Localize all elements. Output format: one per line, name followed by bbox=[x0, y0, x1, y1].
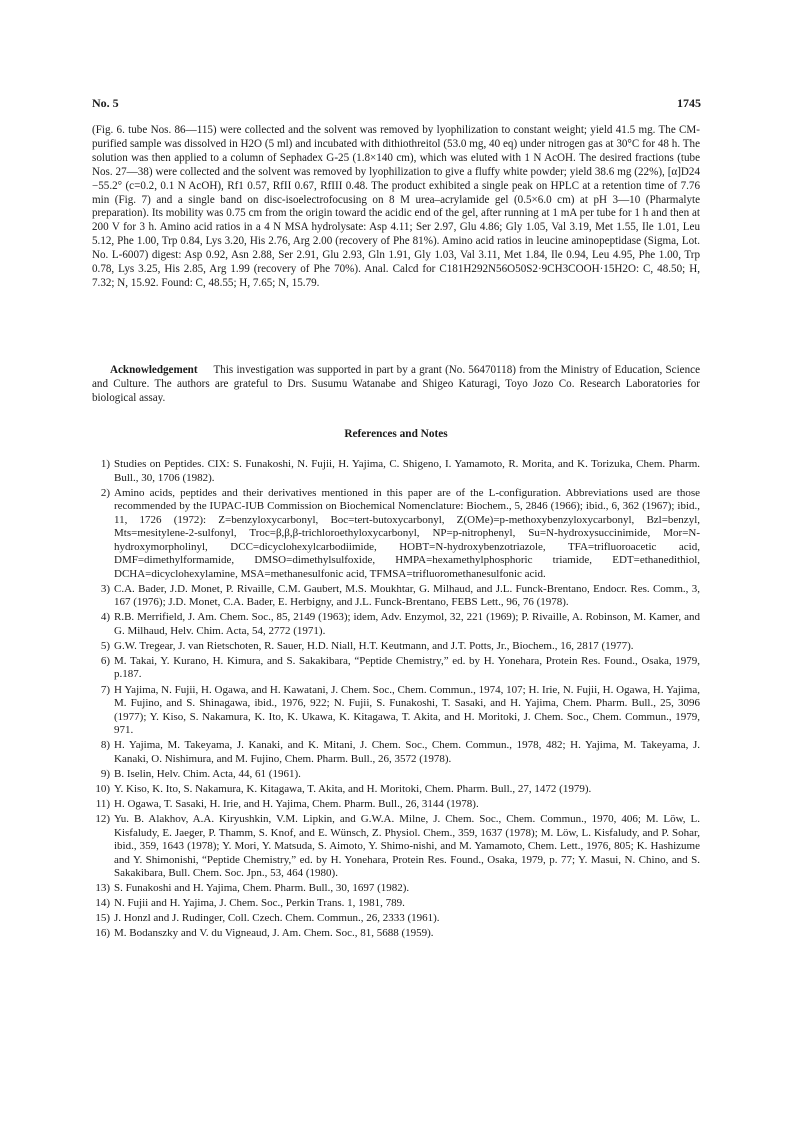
reference-text: S. Funakoshi and H. Yajima, Chem. Pharm. Bull., 30, 1697 (1982). bbox=[114, 882, 410, 895]
issue-number: No. 5 bbox=[92, 96, 119, 110]
reference-item bbox=[92, 927, 700, 941]
reference-text: H Yajima, N. Fujii, H. Ogawa, and H. Kawatani, J. Chem. Soc., Chem. Commun., 1974, 107; H. Irie, N. Fujii, H. Ogawa, H. Yajima, M. Fujino, and S. Shinagawa, ibid., 1976, 922; N. Fujii, S. Funakoshi, T. Sasaki, and H. Yajima, Chem. Pharm. Bull., 25, 3096 (1977); Y. Kiso, S. Nakamura, K. Ito, K. Ukawa, K. Kitagawa, T. Akita, and H. Moritoki, J. Chem. Soc., Chem. Commun., 1979, 971. bbox=[114, 683, 700, 737]
experimental-paragraph: (Fig. 6. tube Nos. 86—115) were collected and the solvent was removed by lyophilization to constant weight; yield 41.5 mg. The CM-purified sample was dissolved in H2O (5 ml) and incubated with dithiothreitol (53.0 mg, 40 eq) under nitrogen gas at 30°C for 48 h. The solution was then applied to a column of Sephadex G-25 (1.8×140 cm), which was eluted with 1 N AcOH. The desired fractions (tube Nos. 27—38) were collected and the solvent was removed by lyophilization to give a fluffy white powder; yield 38.6 mg (22%), [α]D24 −55.2° (c=0.2, 0.1 N AcOH), Rf1 0.57, RfII 0.67, RfIII 0.48. The product exhibited a single peak on HPLC at a retention time of 7.76 min (Fig. 7) and a single band on disc-isoelectrofocusing on 8 M urea–acrylamide gel (0.5×6.0 cm) at pH 3—10 (Pharmalyte preparation). Its mobility was 0.75 cm from the origin toward the acidic end of the gel, after running at 1 mA per tube for 1 h and then at 200 V for 3 h. Amino acid ratios in a 4 N MSA hydrolysate: Asp 4.11; Ser 2.97, Glu 4.86; Gly 1.05, Val 3.19, Met 1.55, Ile 1.01, Leu 5.12, Phe 1.00, Trp 0.84, Lys 3.20, His 2.76, Arg 2.00 (recovery of Phe 81%). Amino acid ratios in leucine aminopeptidase (Sigma, Lot. No. L-6007) digest: Asp 0.92, Asn 2.88, Ser 2.91, Glu 2.93, Gln 1.91, Gly 1.03, Val 3.11, Met 1.84, Ile 0.94, Leu 4.95, Phe 1.00, Trp 0.78, Lys 3.25, His 2.85, Arg 1.99 (recovery of Phe 70%). Anal. Calcd for C181H292N56O50S2·9CH3COOH·15H2O: C, 48.50; H, 7.32; N, 15.92. Found: C, 48.55; H, 7.65; N, 15.79. bbox=[92, 124, 700, 289]
reference-item bbox=[92, 739, 700, 766]
reference-item bbox=[92, 882, 700, 896]
reference-number: 13) bbox=[95, 882, 110, 895]
reference-number: 4) bbox=[100, 611, 110, 624]
reference-number: 10) bbox=[95, 782, 110, 795]
reference-item bbox=[92, 583, 700, 610]
reference-number: 8) bbox=[100, 739, 110, 752]
page-header bbox=[92, 96, 701, 112]
reference-item bbox=[92, 458, 700, 485]
reference-number: 3) bbox=[100, 582, 110, 595]
reference-number: 1) bbox=[100, 458, 110, 470]
reference-list bbox=[92, 458, 700, 943]
reference-text: C.A. Bader, J.D. Monet, P. Rivaille, C.M. Gaubert, M.S. Moukhtar, G. Milhaud, and J.L. Funck-Brentano, Endocr. Res. Comm., 3, 167 (1976); J.D. Monet, C.A. Bader, E. Herbigny, and J.L. Funck-Brentano, FEBS Lett., 96, 76 (1978). bbox=[114, 582, 700, 609]
reference-number: 6) bbox=[100, 654, 110, 667]
reference-text: R.B. Merrifield, J. Am. Chem. Soc., 85, 2149 (1963); idem, Adv. Enzymol, 32, 221 (1969); P. Rivaille, A. Robinson, M. Kamer, and G. Milhaud, Helv. Chim. Acta, 54, 2772 (1971). bbox=[114, 611, 700, 637]
acknowledgement-title: Acknowledgement bbox=[110, 364, 198, 376]
reference-number: 16) bbox=[95, 927, 110, 940]
reference-item bbox=[92, 897, 700, 911]
reference-number: 15) bbox=[95, 912, 110, 925]
reference-text: G.W. Tregear, J. van Rietschoten, R. Sauer, H.D. Niall, H.T. Keutmann, and J.T. Potts, Jr., Biochem., 16, 2817 (1977). bbox=[114, 639, 634, 652]
reference-number: 12) bbox=[95, 813, 110, 826]
reference-number: 9) bbox=[100, 767, 110, 780]
reference-item bbox=[92, 487, 700, 582]
reference-item bbox=[92, 798, 700, 812]
reference-text: Yu. B. Alakhov, A.A. Kiryushkin, V.M. Lipkin, and G.W.A. Milne, J. Chem. Soc., Chem. Commun., 1970, 406; M. Löw, L. Kisfaludy, E. Jaeger, P. Thamm, S. Knof, and E. Wünsch, Z. Physiol. Chem., 359, 1637 (1978); M. Löw, L. Kisfaludy, and P. Sohar, ibid., 359, 1643 (1978); Y. Mori, Y. Matsuda, S. Aimoto, Y. Shimo-nishi, and M. Yamamoto, Chem. Lett., 1976, 805; K. Hashizume and Y. Shimonishi, “Peptide Chemistry,” ed. by H. Yonehara, Protein Res. Found., Osaka, 1979, p. 77; Y. Masui, N. Chino, and S. Sakakibara, Bull. Chem. Soc. Jpn., 53, 464 (1980). bbox=[114, 813, 700, 880]
reference-text: Y. Kiso, K. Ito, S. Nakamura, K. Kitagawa, T. Akita, and H. Moritoki, Chem. Pharm. Bull., 27, 1472 (1979). bbox=[114, 782, 592, 795]
reference-item bbox=[92, 611, 700, 638]
reference-number: 5) bbox=[100, 639, 110, 652]
reference-item bbox=[92, 655, 700, 682]
reference-text: B. Iselin, Helv. Chim. Acta, 44, 61 (1961). bbox=[114, 767, 301, 780]
reference-text: Amino acids, peptides and their derivatives mentioned in this paper are of the L-configuration. Abbreviations used are those recommended by the IUPAC-IUB Commission on Biochemical Nomenclature: Biochem., 5, 2846 (1966); ibid., 6, 362 (1967); ibid., 11, 1726 (1972): Z=benzyloxycarbonyl, Boc=tert-butoxycarbonyl, Z(OMe)=p-methoxybenzyloxycarbonyl, Bzl=benzyl, Mts=mesitylene-2-sulfonyl, Troc=β,β,β-trichloroethyloxycarbonyl, NP=p-nitrophenyl, Su=N-hydroxysuccinimide, Mor=N-hydroxymorpholinyl, DCC=dicyclohexylcarbodiimide, HOBT=N-hydroxybenzotriazole, TFA=trifluoroacetic acid, DMF=dimethylformamide, DMSO=dimethylsulfoxide, HMPA=hexamethylphosphoric triamide, EDT=ethanedithiol, DCHA=dicyclohexylamine, MSA=methanesulfonic acid, TFMSA=trifluoromethanesulfonic acid. bbox=[114, 486, 700, 580]
reference-text: J. Honzl and J. Rudinger, Coll. Czech. Chem. Commun., 26, 2333 (1961). bbox=[114, 912, 440, 925]
reference-text: H. Ogawa, T. Sasaki, H. Irie, and H. Yajima, Chem. Pharm. Bull., 26, 3144 (1978). bbox=[114, 797, 479, 810]
reference-text: M. Bodanszky and V. du Vigneaud, J. Am. Chem. Soc., 81, 5688 (1959). bbox=[114, 927, 434, 940]
reference-text: H. Yajima, M. Takeyama, J. Kanaki, and K. Mitani, J. Chem. Soc., Chem. Commun., 1978, 482; H. Yajima, M. Takeyama, J. Kanaki, O. Nishimura, and M. Fujino, Chem. Pharm. Bull., 26, 3572 (1978). bbox=[114, 739, 700, 765]
reference-number: 14) bbox=[95, 897, 110, 910]
reference-item bbox=[92, 783, 700, 797]
reference-item bbox=[92, 768, 700, 782]
reference-number: 2) bbox=[100, 486, 110, 499]
reference-item bbox=[92, 640, 700, 654]
reference-number: 7) bbox=[100, 683, 110, 696]
references-heading: References and Notes bbox=[344, 428, 448, 440]
reference-item bbox=[92, 813, 700, 881]
reference-item bbox=[92, 684, 700, 738]
reference-text: M. Takai, Y. Kurano, H. Kimura, and S. Sakakibara, “Peptide Chemistry,” ed. by H. Yonehara, Protein Res. Found., Osaka, 1979, p.187. bbox=[114, 654, 700, 681]
page-number: 1745 bbox=[677, 96, 701, 110]
reference-text: N. Fujii and H. Yajima, J. Chem. Soc., Perkin Trans. 1, 1981, 789. bbox=[114, 897, 405, 910]
reference-text: Studies on Peptides. CIX: S. Funakoshi, N. Fujii, H. Yajima, C. Shigeno, I. Yamamoto, R. Morita, and K. Torizuka, Chem. Pharm. Bull., 30, 1706 (1982). bbox=[114, 458, 700, 484]
reference-number: 11) bbox=[95, 797, 110, 810]
acknowledgement-text: This investigation was supported in part by a grant (No. 56470118) from the Ministry of Education, Science and Culture. The authors are grateful to Drs. Susumu Watanabe and Shigeo Katuragi, Toyo Jozo Co. Research Laboratories for biological assay. bbox=[92, 364, 700, 404]
reference-item bbox=[92, 912, 700, 926]
acknowledgement-paragraph bbox=[92, 364, 700, 406]
